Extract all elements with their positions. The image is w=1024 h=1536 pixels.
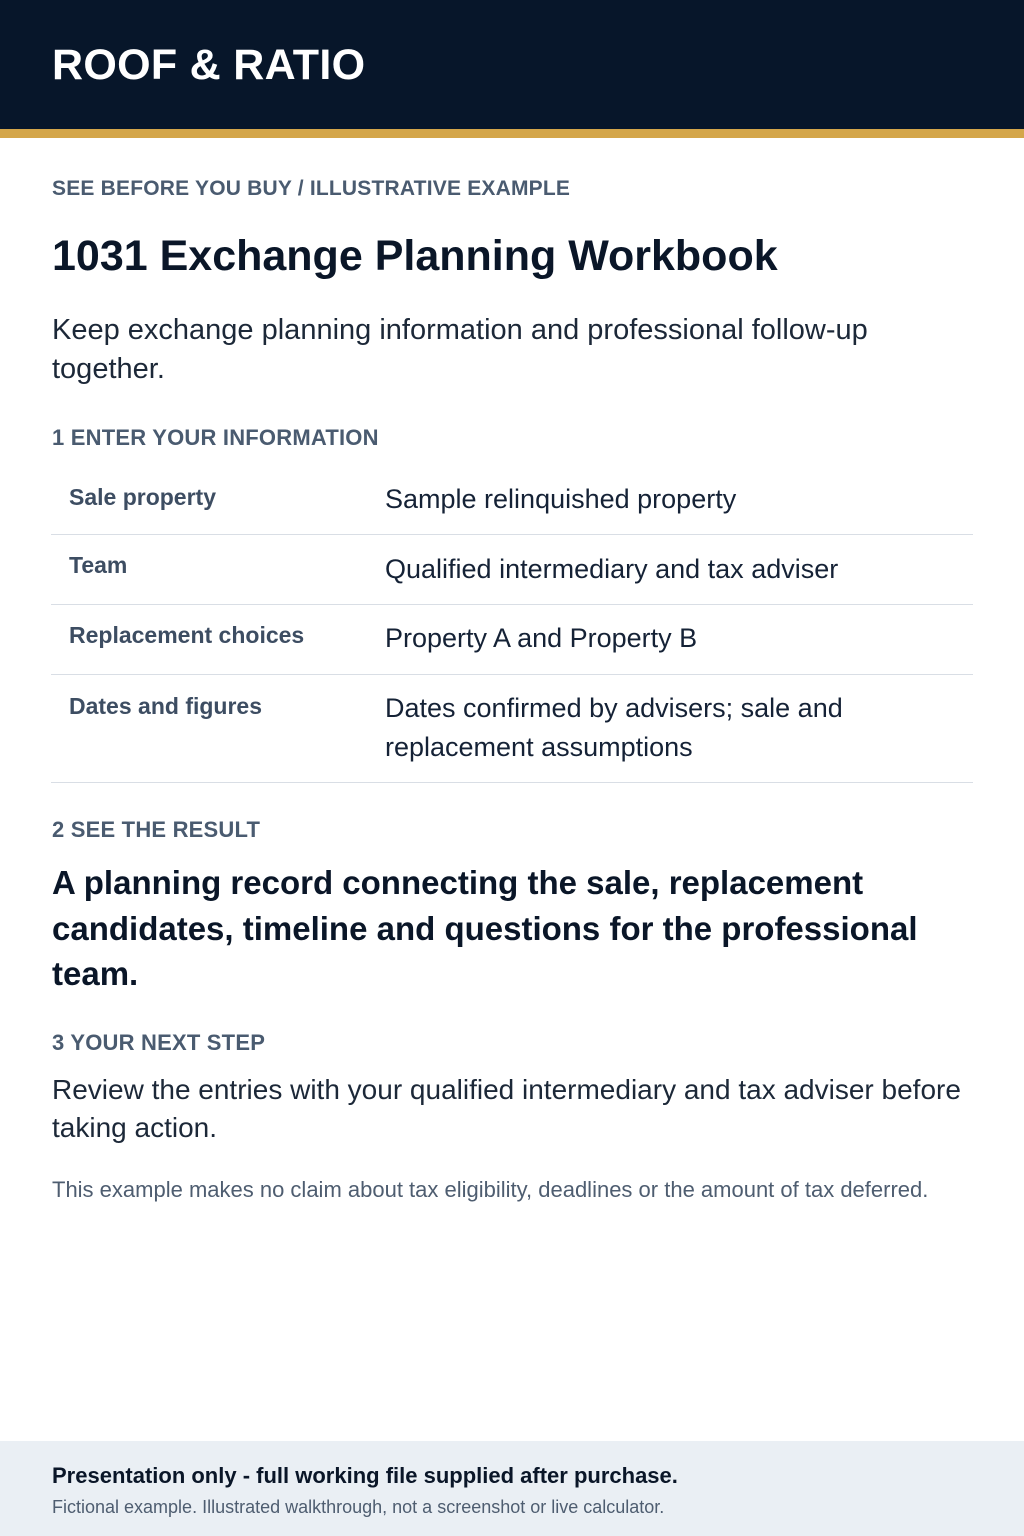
row-label: Dates and figures <box>69 693 262 719</box>
table-row <box>51 535 973 605</box>
table-row <box>51 605 973 675</box>
table-row <box>51 466 973 535</box>
information-table <box>51 466 973 783</box>
disclaimer-text: This example makes no claim about tax eligibility, deadlines or the amount of tax deferred. <box>52 1177 929 1202</box>
next-step-text: Review the entries with your qualified intermediary and tax adviser before taking action. <box>52 1074 961 1143</box>
row-value: Sample relinquished property <box>385 484 737 514</box>
section-label-enter-information: 1 ENTER YOUR INFORMATION <box>52 425 379 450</box>
footer-note: Fictional example. Illustrated walkthrough, not a screenshot or live calculator. <box>52 1497 665 1517</box>
section-label-next-step: 3 YOUR NEXT STEP <box>52 1030 266 1055</box>
page-footer <box>0 1441 1024 1536</box>
page-title: 1031 Exchange Planning Workbook <box>52 232 778 280</box>
row-label: Team <box>69 552 128 578</box>
row-label: Sale property <box>69 484 216 510</box>
result-statement: A planning record connecting the sale, replacement candidates, timeline and questions for the professional team. <box>52 864 918 992</box>
table-row <box>51 675 973 783</box>
row-value: Property A and Property B <box>385 623 698 653</box>
footer-headline: Presentation only - full working file supplied after purchase. <box>52 1463 678 1488</box>
row-label: Replacement choices <box>69 622 305 648</box>
row-value: Dates confirmed by advisers; sale and replacement assumptions <box>385 693 843 762</box>
brand-wordmark: ROOF & RATIO <box>52 41 366 89</box>
row-value: Qualified intermediary and tax adviser <box>385 554 839 584</box>
page-subtitle: Keep exchange planning information and professional follow-up together. <box>52 314 868 385</box>
page-header <box>0 0 1024 129</box>
header-accent-bar <box>0 129 1024 138</box>
section-label-see-result: 2 SEE THE RESULT <box>52 817 261 842</box>
eyebrow-label: SEE BEFORE YOU BUY / ILLUSTRATIVE EXAMPLE <box>52 177 571 200</box>
